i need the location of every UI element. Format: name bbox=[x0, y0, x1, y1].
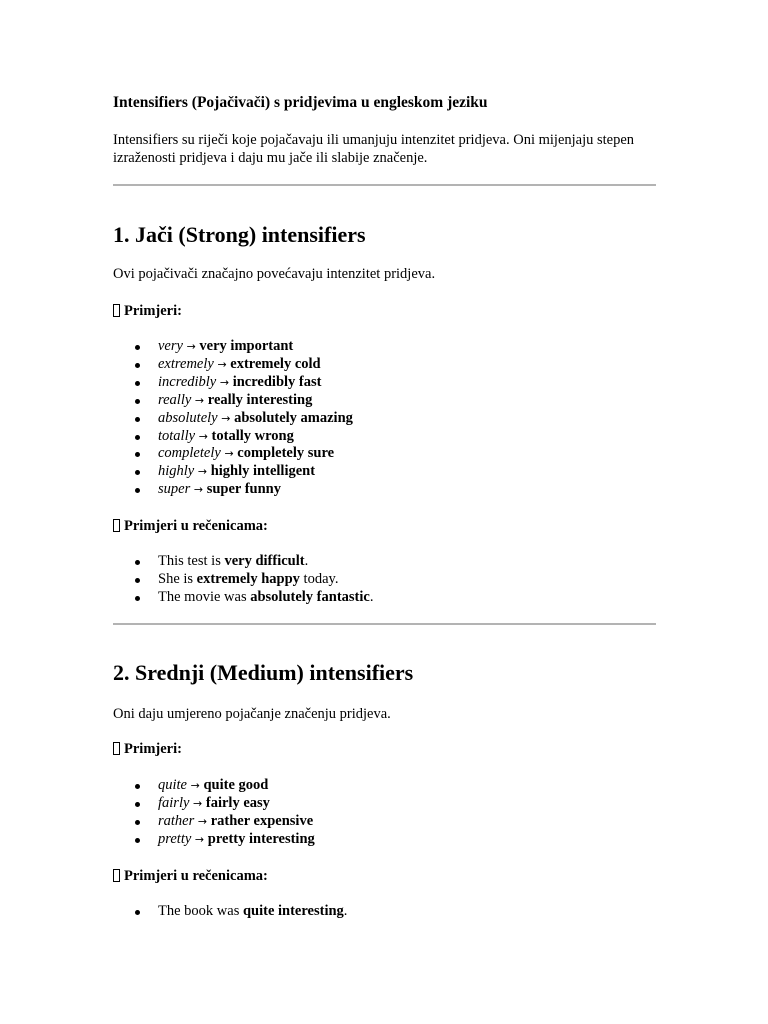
examples-label-medium bbox=[113, 740, 182, 758]
arrow-icon: → bbox=[221, 411, 231, 425]
example-phrase: quite good bbox=[203, 777, 269, 793]
list-item bbox=[113, 374, 353, 392]
document-title: Intensifiers (Pojačivači) s pridjevima u engleskom jeziku bbox=[113, 94, 488, 111]
missing-glyph-icon bbox=[113, 519, 120, 532]
sentences-label-text: Primjeri u rečenicama: bbox=[124, 868, 268, 884]
intensifier-word: really bbox=[158, 391, 192, 408]
intensifier-word: extremely bbox=[158, 355, 214, 372]
example-phrase: incredibly fast bbox=[232, 373, 322, 390]
list-item bbox=[113, 831, 315, 849]
missing-glyph-icon bbox=[113, 869, 120, 882]
example-phrase: completely sure bbox=[237, 445, 335, 462]
intensifier-word: incredibly bbox=[158, 373, 217, 390]
example-phrase: extremely cold bbox=[230, 355, 321, 372]
list-item bbox=[113, 445, 353, 463]
list-item bbox=[113, 410, 353, 428]
example-phrase: super funny bbox=[206, 481, 281, 498]
section-heading-medium: 2. Srednji (Medium) intensifiers bbox=[113, 660, 414, 685]
list-item bbox=[113, 463, 353, 481]
section-description-strong: Ovi pojačivači značajno povećavaju intenzitet pridjeva. bbox=[113, 266, 436, 282]
intensifier-word: fairly bbox=[158, 794, 190, 811]
intensifier-word: super bbox=[158, 481, 191, 498]
sentence-emphasis: very difficult bbox=[224, 553, 305, 569]
list-item bbox=[113, 428, 353, 446]
sentence-item bbox=[113, 589, 373, 607]
examples-list-medium bbox=[113, 777, 315, 849]
list-item bbox=[113, 795, 315, 813]
sentence-text: The book was bbox=[158, 903, 243, 919]
arrow-icon: → bbox=[198, 429, 208, 443]
sentences-list-strong bbox=[113, 553, 373, 607]
intensifier-word: quite bbox=[158, 777, 187, 793]
sentence-text: The movie was bbox=[158, 588, 251, 605]
list-item bbox=[113, 356, 353, 374]
sentence-item bbox=[113, 553, 373, 571]
intensifier-word: pretty bbox=[158, 830, 192, 847]
examples-label-strong bbox=[113, 302, 182, 320]
arrow-icon: → bbox=[193, 483, 204, 497]
example-phrase: fairly easy bbox=[205, 794, 270, 811]
arrow-icon: → bbox=[197, 814, 208, 828]
arrow-icon: → bbox=[194, 393, 205, 407]
intensifier-word: absolutely bbox=[158, 409, 218, 426]
example-phrase: highly intelligent bbox=[210, 463, 316, 480]
sentence-text: . bbox=[369, 588, 374, 605]
sentence-emphasis: quite interesting bbox=[242, 903, 344, 919]
intensifier-word: completely bbox=[158, 445, 221, 462]
missing-glyph-icon bbox=[113, 304, 120, 317]
examples-list-strong bbox=[113, 338, 353, 499]
section-heading-strong: 1. Jači (Strong) intensifiers bbox=[113, 222, 366, 247]
sentence-text: This test is bbox=[158, 553, 225, 569]
intensifier-word: totally bbox=[158, 427, 196, 444]
sentence-text: today. bbox=[299, 570, 339, 587]
sentence-emphasis: extremely happy bbox=[196, 570, 300, 587]
section-description-medium: Oni daju umjereno pojačanje značenju pridjeva. bbox=[113, 706, 391, 722]
intro-paragraph: Intensifiers su riječi koje pojačavaju ili umanjuju intenzitet pridjeva. Oni mijenjaju stepen izraženosti pridjeva i daju mu jače ili slabije značenje. bbox=[113, 132, 635, 166]
list-item bbox=[113, 813, 315, 831]
arrow-icon: → bbox=[190, 779, 200, 792]
sentences-label-text: Primjeri u rečenicama: bbox=[124, 518, 268, 534]
examples-label-text: Primjeri: bbox=[124, 303, 182, 319]
sentence-item bbox=[113, 903, 347, 921]
section-divider bbox=[113, 623, 656, 625]
arrow-icon: → bbox=[194, 832, 205, 846]
arrow-icon: → bbox=[217, 357, 227, 371]
list-item bbox=[113, 481, 353, 499]
list-item bbox=[113, 392, 353, 410]
intensifier-word: very bbox=[158, 338, 183, 354]
sentences-list-medium bbox=[113, 903, 347, 921]
example-phrase: pretty interesting bbox=[207, 830, 315, 847]
example-phrase: really interesting bbox=[207, 391, 313, 408]
sentences-label-strong bbox=[113, 517, 268, 535]
sentence-text: . bbox=[304, 553, 309, 569]
arrow-icon: → bbox=[224, 447, 234, 461]
sentences-label-medium bbox=[113, 867, 268, 885]
intensifier-word: highly bbox=[158, 463, 195, 480]
intensifier-word: rather bbox=[158, 812, 195, 829]
missing-glyph-icon bbox=[113, 742, 120, 755]
example-phrase: very important bbox=[199, 338, 294, 354]
arrow-icon: → bbox=[186, 340, 196, 353]
arrow-icon: → bbox=[193, 796, 203, 810]
sentence-text: She is bbox=[158, 570, 197, 587]
sentence-text: . bbox=[343, 903, 348, 919]
example-phrase: totally wrong bbox=[211, 427, 294, 444]
example-phrase: absolutely amazing bbox=[234, 409, 353, 426]
list-item bbox=[113, 338, 353, 356]
sentence-emphasis: absolutely fantastic bbox=[250, 588, 370, 605]
section-divider bbox=[113, 184, 656, 186]
example-phrase: rather expensive bbox=[210, 812, 314, 829]
arrow-icon: → bbox=[219, 375, 230, 389]
sentence-item bbox=[113, 571, 373, 589]
arrow-icon: → bbox=[197, 465, 208, 479]
list-item bbox=[113, 777, 315, 795]
examples-label-text: Primjeri: bbox=[124, 741, 182, 757]
